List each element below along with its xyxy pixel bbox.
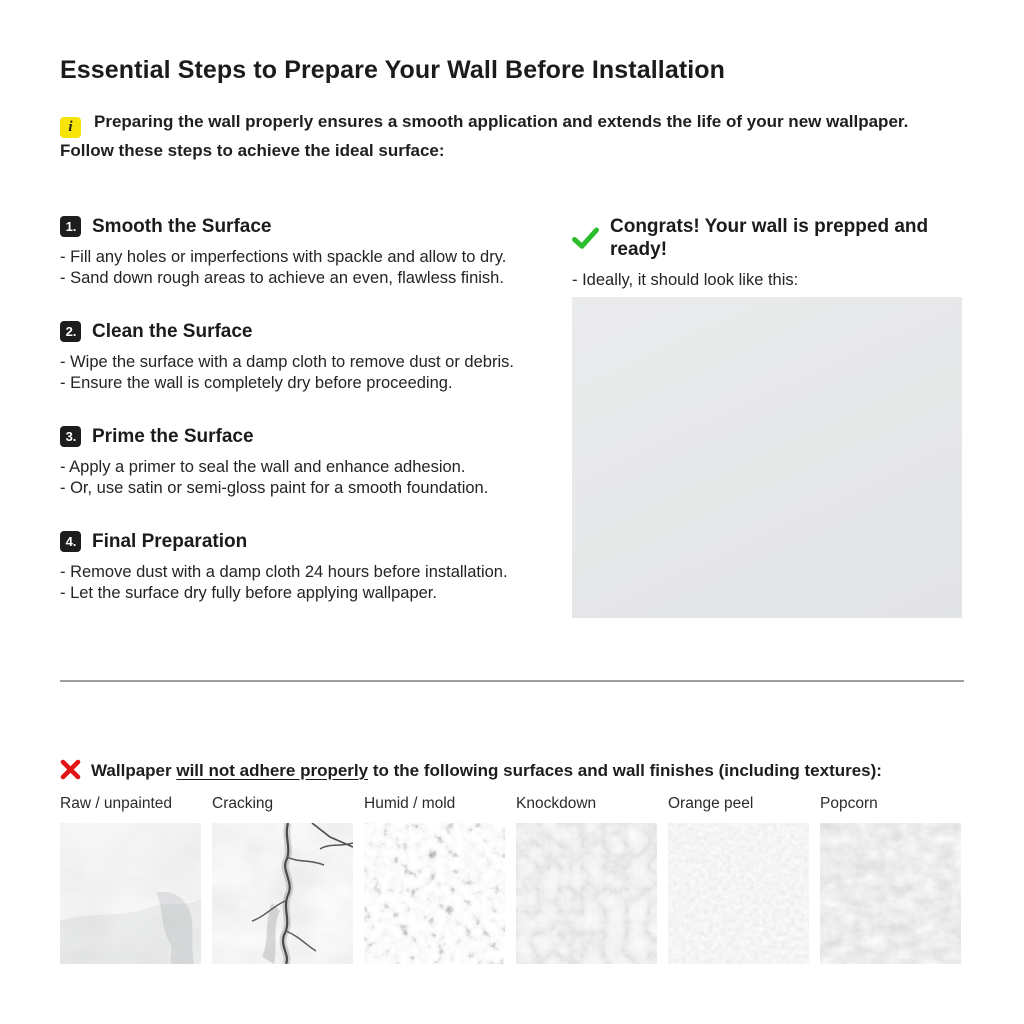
result-column [572,215,964,635]
warning-emphasis: will not adhere properly [176,761,369,780]
step-1-heading [60,215,572,238]
info-icon [60,117,81,138]
step-4 [60,530,572,604]
result-heading-text: Congrats! Your wall is prepped and ready! [610,216,929,260]
steps-and-result-columns [60,215,964,635]
warning-suffix: to the following surfaces and wall finishes (including textures): [372,761,882,780]
step-3-bullet-2: - Or, use satin or semi-gloss paint for a smooth foundation. [60,479,489,497]
step-2-heading [60,320,572,343]
texture-image-humid-mold [364,823,505,964]
texture-label-humid-mold: Humid / mold [364,795,456,812]
step-4-bullet-1: - Remove dust with a damp cloth 24 hours before installation. [60,563,508,581]
section-divider [60,680,964,682]
result-heading [572,215,964,261]
step-1-bullet-1: - Fill any holes or imperfections with spackle and allow to dry. [60,248,507,266]
prepped-wall-image [572,297,962,618]
texture-label-cracking: Cracking [212,795,274,812]
texture-image-orange-peel [668,823,809,964]
step-2-bullet-2: - Ensure the wall is completely dry before proceeding. [60,374,453,392]
step-2-title: Clean the Surface [92,321,253,342]
texture-label-raw-unpainted: Raw / unpainted [60,795,173,812]
texture-image-raw-unpainted [60,823,201,964]
texture-image-knockdown [516,823,657,964]
step-2 [60,320,572,394]
intro-line-1 [60,109,964,138]
bad-surface-texture-grid [60,795,964,964]
step-3-number-badge: 3. [60,426,81,447]
step-2-bullet-1: - Wipe the surface with a damp cloth to remove dust or debris. [60,353,514,371]
step-3-heading [60,425,572,448]
texture-label-knockdown: Knockdown [516,795,597,812]
steps-column [60,215,572,635]
check-icon [572,227,599,249]
texture-orange-peel [668,795,809,964]
step-1-number-badge: 1. [60,216,81,237]
step-3-title: Prime the Surface [92,426,254,447]
texture-label-popcorn: Popcorn [820,795,878,812]
step-1-title: Smooth the Surface [92,216,272,237]
step-4-heading [60,530,572,553]
step-3 [60,425,572,499]
info-icon-glyph: i [68,119,73,135]
texture-image-popcorn [820,823,961,964]
step-2-number-badge: 2. [60,321,81,342]
texture-label-orange-peel: Orange peel [668,795,754,812]
intro-paragraph [60,109,964,163]
texture-raw-unpainted [60,795,201,964]
texture-humid-mold [364,795,505,964]
step-1-bullet-2: - Sand down rough areas to achieve an even, flawless finish. [60,269,504,287]
cross-icon [60,759,81,780]
warning-line [60,759,964,783]
step-4-title: Final Preparation [92,531,248,552]
step-1 [60,215,572,289]
warning-prefix: Wallpaper [91,761,172,780]
intro-text-1: Preparing the wall properly ensures a smooth application and extends the life of your new wallpaper. [94,112,909,131]
texture-image-cracking [212,823,353,964]
step-3-bullet-1: - Apply a primer to seal the wall and enhance adhesion. [60,458,466,476]
intro-line-2: Follow these steps to achieve the ideal surface: [60,141,445,160]
texture-cracking [212,795,353,964]
step-4-bullet-2: - Let the surface dry fully before applying wallpaper. [60,584,437,602]
result-subtext: - Ideally, it should look like this: [572,271,799,289]
step-4-number-badge: 4. [60,531,81,552]
texture-popcorn [820,795,961,964]
page-title: Essential Steps to Prepare Your Wall Before Installation [60,56,726,84]
texture-knockdown [516,795,657,964]
